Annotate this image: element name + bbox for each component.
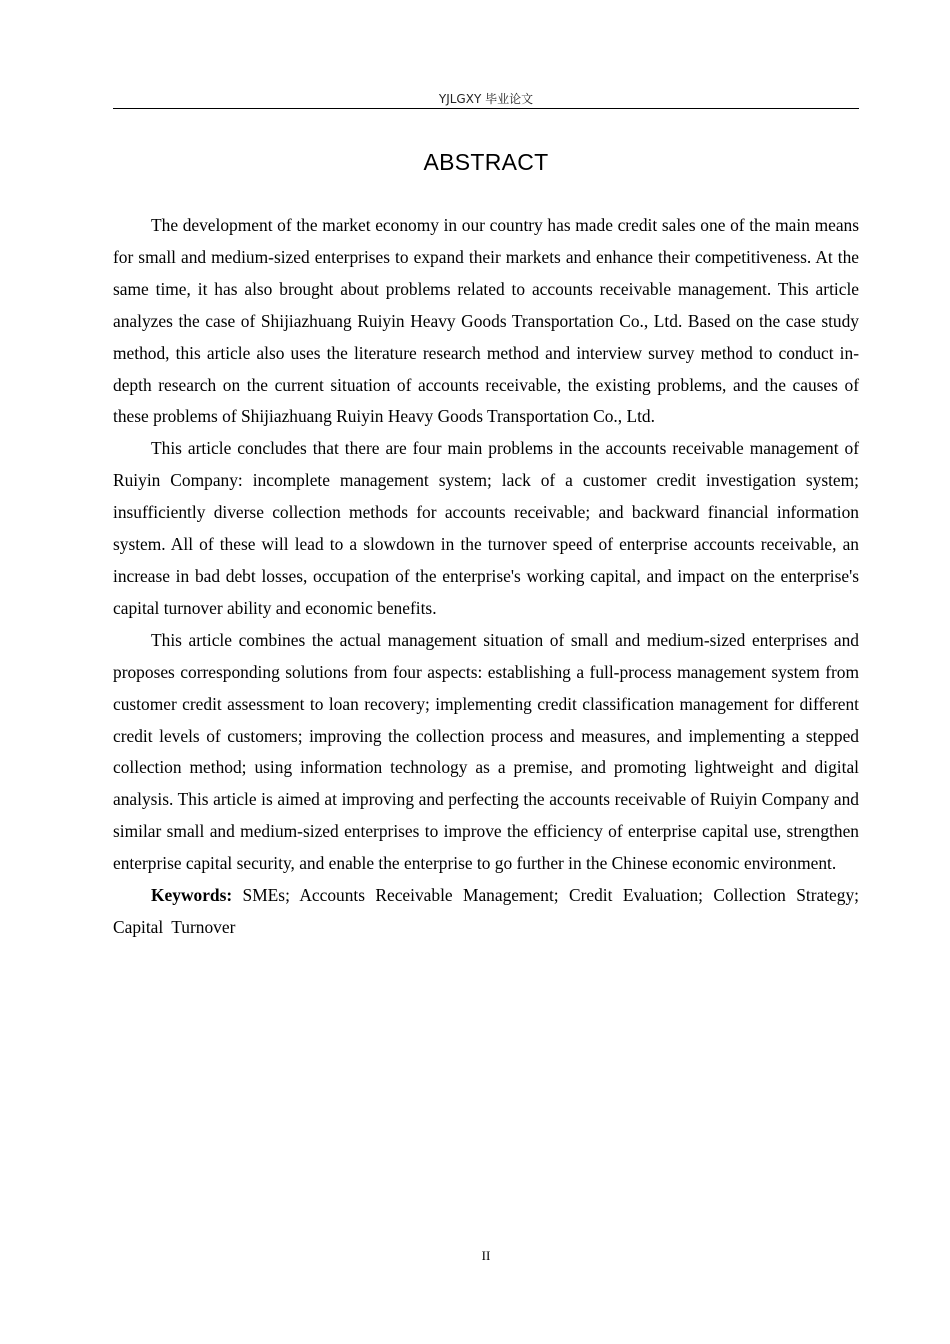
keywords-line bbox=[113, 880, 859, 944]
running-header: YJLGXY 毕业论文 bbox=[438, 92, 534, 106]
abstract-paragraph-2: This article concludes that there are four main problems in the accounts receivable management of Ruiyin Company: incomplete management system; lack of a customer credit investigation system; insufficiently diverse collection methods for accounts receivable; and backward financial information system. All of these will lead to a slowdown in the turnover speed of enterprise accounts receivable, an increase in bad debt losses, occupation of the enterprise's working capital, and impact on the enterprise's capital turnover ability and economic benefits. bbox=[113, 438, 859, 618]
abstract-title: ABSTRACT bbox=[423, 149, 549, 175]
keywords-label: Keywords: bbox=[151, 885, 233, 906]
keywords-text: SMEs; Accounts Receivable Management; Credit Evaluation; Collection Strategy; Capital Turnover bbox=[113, 885, 859, 937]
abstract-paragraph-3: This article combines the actual management situation of small and medium-sized enterprises and proposes corresponding solutions from four aspects: establishing a full-process management system from customer credit assessment to loan recovery; implementing credit classification management for different credit levels of customers; improving the collection process and measures, and implementing a stepped collection method; using information technology as a premise, and promoting lightweight and digital analysis. This article is aimed at improving and perfecting the accounts receivable of Ruiyin Company and similar small and medium-sized enterprises to improve the efficiency of enterprise capital use, strengthen enterprise capital security, and enable the enterprise to go further in the Chinese economic environment. bbox=[113, 629, 859, 874]
page-number: II bbox=[481, 1248, 491, 1263]
header-rule bbox=[113, 108, 859, 109]
abstract-paragraph-1: The development of the market economy in our country has made credit sales one of the main means for small and medium-sized enterprises to expand their markets and enhance their competitiveness. At the same time, it has also brought about problems related to accounts receivable management. This article analyzes the case of Shijiazhuang Ruiyin Heavy Goods Transportation Co., Ltd. Based on the case study method, this article also uses the literature research method and interview survey method to conduct in-depth research on the current situation of accounts receivable, the existing problems, and the causes of these problems of Shijiazhuang Ruiyin Heavy Goods Transportation Co., Ltd. bbox=[113, 215, 859, 427]
abstract-body bbox=[113, 210, 859, 944]
